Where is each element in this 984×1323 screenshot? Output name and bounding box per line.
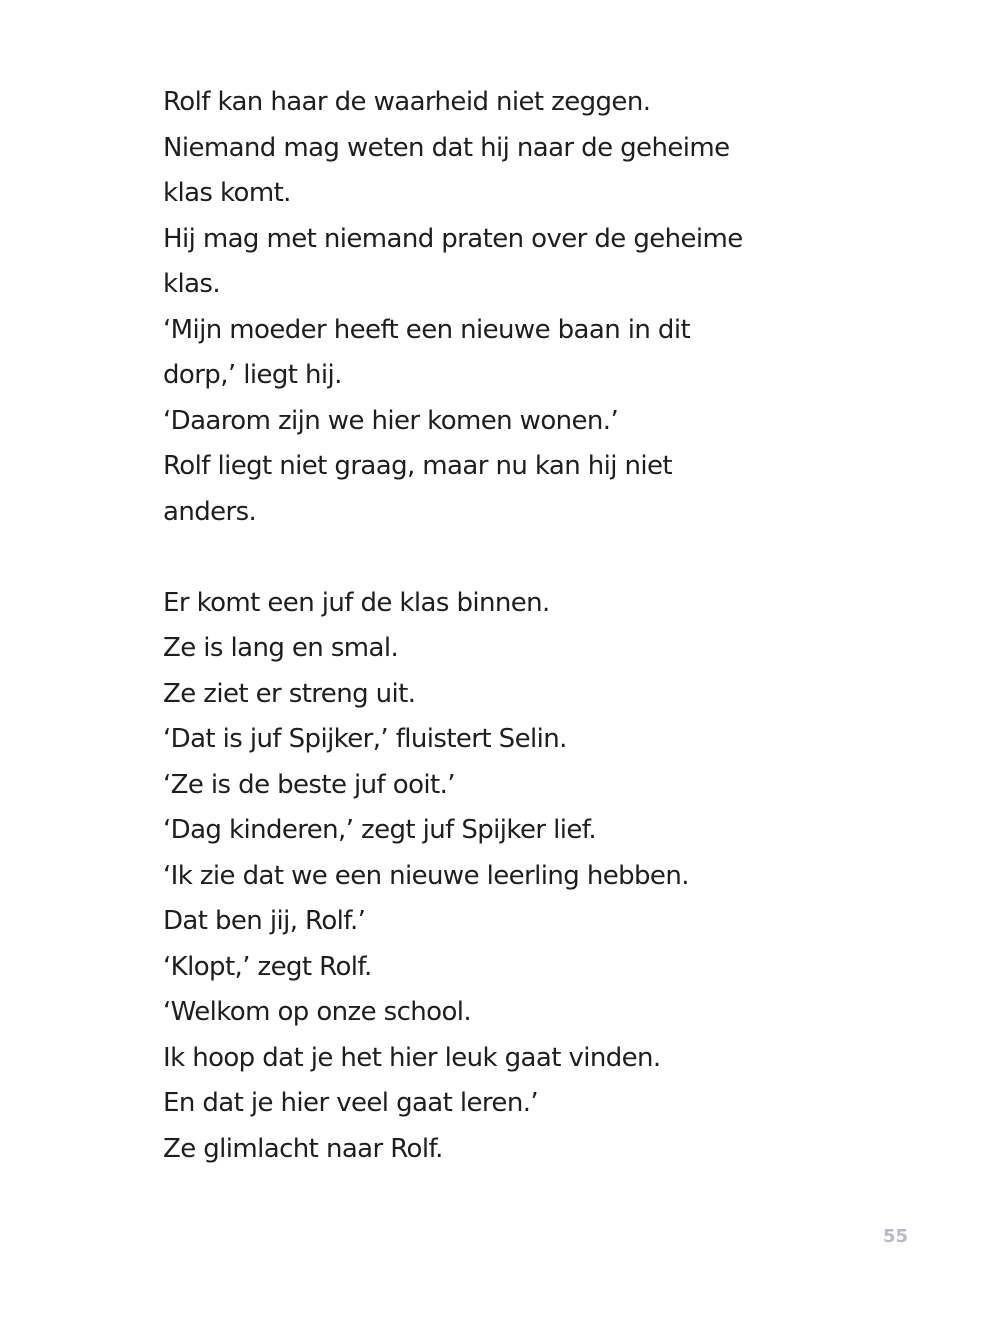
text-line: En dat je hier veel gaat leren.’ [163, 1088, 539, 1118]
text-line: klas komt. [163, 178, 291, 208]
text-line: anders. [163, 496, 257, 527]
text-line: ‘Mijn moeder heeft een nieuwe baan in dit [163, 314, 691, 345]
text-line: Ze glimlacht naar Rolf. [163, 1133, 443, 1164]
text-line: Niemand mag weten dat hij naar de geheime [163, 132, 730, 163]
text-line: ‘Daarom zijn we hier komen wonen.’ [163, 405, 619, 436]
story-text [163, 80, 823, 1172]
text-line: ‘Welkom op onze school. [163, 997, 472, 1027]
text-line: Rolf kan haar de waarheid niet zeggen. [163, 87, 651, 117]
paragraph-1 [163, 80, 823, 535]
text-line: klas. [163, 269, 221, 299]
text-line: ‘Dat is juf Spijker,’ fluistert Selin. [163, 724, 567, 754]
text-line: dorp,’ liegt hij. [163, 360, 342, 390]
text-line: ‘Ik zie dat we een nieuwe leerling hebben. [163, 860, 689, 891]
text-line: ‘Ze is de beste juf ooit.’ [163, 769, 455, 800]
text-line: Ze ziet er streng uit. [163, 678, 416, 709]
text-line: ‘Klopt,’ zegt Rolf. [163, 951, 372, 982]
text-line: Ze is lang en smal. [163, 633, 399, 663]
text-line: ‘Dag kinderen,’ zegt juf Spijker lief. [163, 815, 597, 845]
text-line: Hij mag met niemand praten over de geheime [163, 223, 743, 254]
page-number: 55 [882, 1226, 908, 1247]
paragraph-break [163, 535, 823, 581]
text-line: Dat ben jij, Rolf.’ [163, 906, 366, 936]
text-line: Rolf liegt niet graag, maar nu kan hij niet [163, 451, 673, 481]
text-line: Ik hoop dat je het hier leuk gaat vinden. [163, 1042, 661, 1073]
paragraph-2 [163, 581, 823, 1173]
text-line: Er komt een juf de klas binnen. [163, 587, 550, 618]
